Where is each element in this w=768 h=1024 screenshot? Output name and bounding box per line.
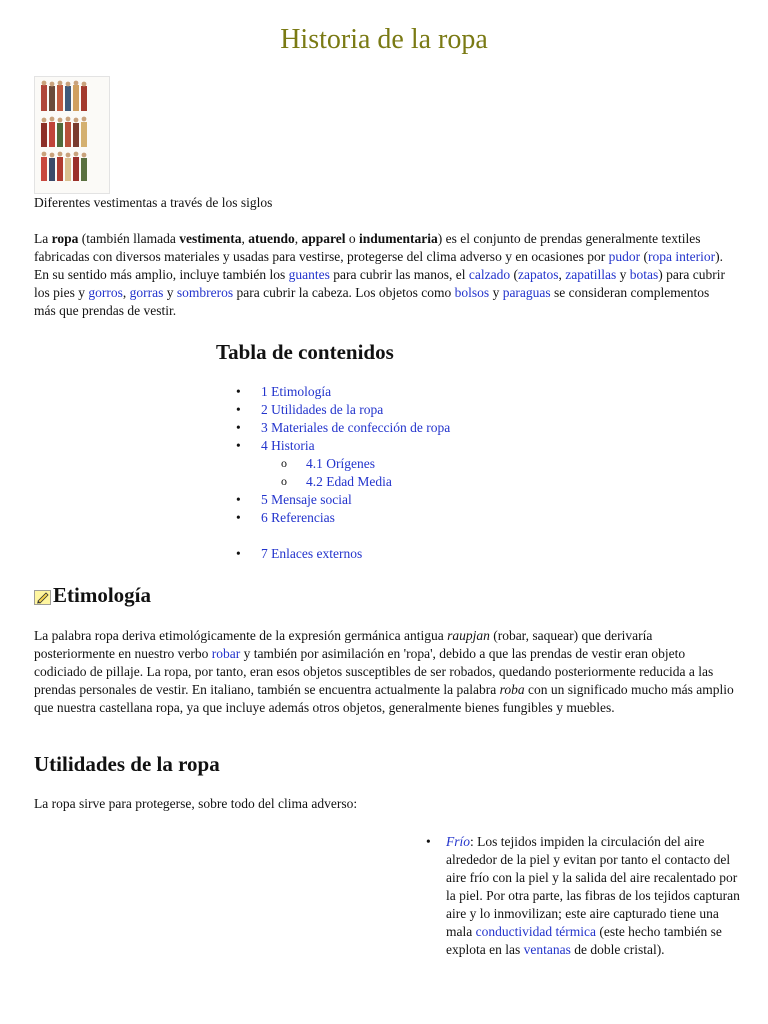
- link-zapatillas[interactable]: zapatillas: [565, 267, 617, 282]
- etimologia-paragraph: La palabra ropa deriva etimológicamente de la expresión germánica antigua raupjan (robar, saquear) que derivaría posteriormente en nuestro verbo robar y también por asimilación en 'ropa', debido a que las prendas de vestir eran objeto codiciado de pillaje. La ropa, por tanto, eran esos objetos susceptibles de ser robados, quedando posteriormente reducida a las prendas personales de vestir. En italiano, también se encuentra actualmente la palabra roba con un significado mucho más amplio que nuestra castellana ropa, ya que incluye además otros objetos, generalmente bienes fungibles y muebles.: [34, 628, 734, 715]
- link-gorros[interactable]: gorros: [88, 285, 123, 300]
- toc-link-materiales[interactable]: 3 Materiales de confección de ropa: [261, 420, 451, 435]
- toc-link-referencias[interactable]: 6 Referencias: [261, 510, 335, 525]
- toc-link-historia[interactable]: 4 Historia: [261, 438, 315, 453]
- intro-paragraph: La ropa (también llamada vestimenta, atuendo, apparel o indumentaria) es el conjunto de prendas generalmente textiles fabricadas con diversos materiales y usadas para vestirse, protegerse del clima adverso y en ocasiones por pudor (ropa interior). En su sentido más amplio, incluye también los guantes para cubrir las manos, el calzado (zapatos, zapatillas y botas) para cubrir los pies y gorros, gorras y sombreros para cubrir la cabeza. Los objetos como bolsos y paraguas se consideran complementos más que prendas de vestir.: [34, 231, 725, 318]
- link-sombreros[interactable]: sombreros: [176, 285, 234, 300]
- toc-link-edad-media[interactable]: 4.2 Edad Media: [306, 474, 392, 489]
- link-ventanas[interactable]: ventanas: [523, 942, 571, 957]
- link-zapatos[interactable]: zapatos: [518, 267, 559, 282]
- toc-item: [236, 401, 450, 419]
- utilidades-paragraph: La ropa sirve para protegerse, sobre todo del clima adverso:: [34, 796, 358, 811]
- toc-link-etimologia[interactable]: 1 Etimología: [261, 384, 332, 399]
- link-pudor[interactable]: pudor: [608, 249, 641, 264]
- table-of-contents: [236, 383, 450, 563]
- toc-item: [236, 509, 450, 527]
- clothing-history-image[interactable]: [34, 76, 110, 194]
- toc-sublist: [261, 455, 450, 491]
- link-frio[interactable]: Frío: [446, 834, 471, 849]
- frio-list-item: • Frío: Los tejidos impiden la circulación del aire alrededor de la piel y evitan por tanto el contacto del aire frío con la piel y la salida del aire recalentado por la piel. Por otra parte, las fibras de los tejidos capturan aire y lo inmovilizan; este aire capturado tiene una mala conductividad térmica (este hecho también se explota en las ventanas de doble cristal).: [426, 833, 746, 959]
- link-bolsos[interactable]: bolsos: [454, 285, 490, 300]
- toc-item: [236, 545, 450, 563]
- link-paraguas[interactable]: paraguas: [502, 285, 551, 300]
- heading-utilidades: Utilidades de la ropa: [34, 752, 220, 776]
- link-botas[interactable]: botas: [629, 267, 659, 282]
- link-robar[interactable]: robar: [211, 646, 241, 661]
- link-conductividad-termica[interactable]: conductividad térmica: [475, 924, 596, 939]
- link-calzado[interactable]: calzado: [468, 267, 511, 282]
- heading-etimologia: Etimología: [34, 583, 151, 608]
- link-ropa-interior[interactable]: ropa interior: [648, 249, 716, 264]
- toc-title: Tabla de contenidos: [216, 340, 394, 364]
- toc-item: [236, 437, 450, 491]
- pencil-icon: [34, 587, 52, 605]
- page-title: Historia de la ropa: [280, 24, 488, 55]
- toc-link-enlaces-externos[interactable]: 7 Enlaces externos: [261, 546, 363, 561]
- image-caption: Diferentes vestimentas a través de los siglos: [34, 195, 273, 210]
- toc-subitem: [281, 473, 450, 491]
- toc-link-mensaje-social[interactable]: 5 Mensaje social: [261, 492, 352, 507]
- toc-link-origenes[interactable]: 4.1 Orígenes: [306, 456, 375, 471]
- link-gorras[interactable]: gorras: [129, 285, 164, 300]
- toc-item: [236, 419, 450, 437]
- toc-item: [236, 491, 450, 509]
- clothing-figures-illustration: [35, 77, 109, 193]
- link-guantes[interactable]: guantes: [288, 267, 330, 282]
- toc-subitem: [281, 455, 450, 473]
- toc-item: [236, 383, 450, 401]
- toc-link-utilidades[interactable]: 2 Utilidades de la ropa: [261, 402, 384, 417]
